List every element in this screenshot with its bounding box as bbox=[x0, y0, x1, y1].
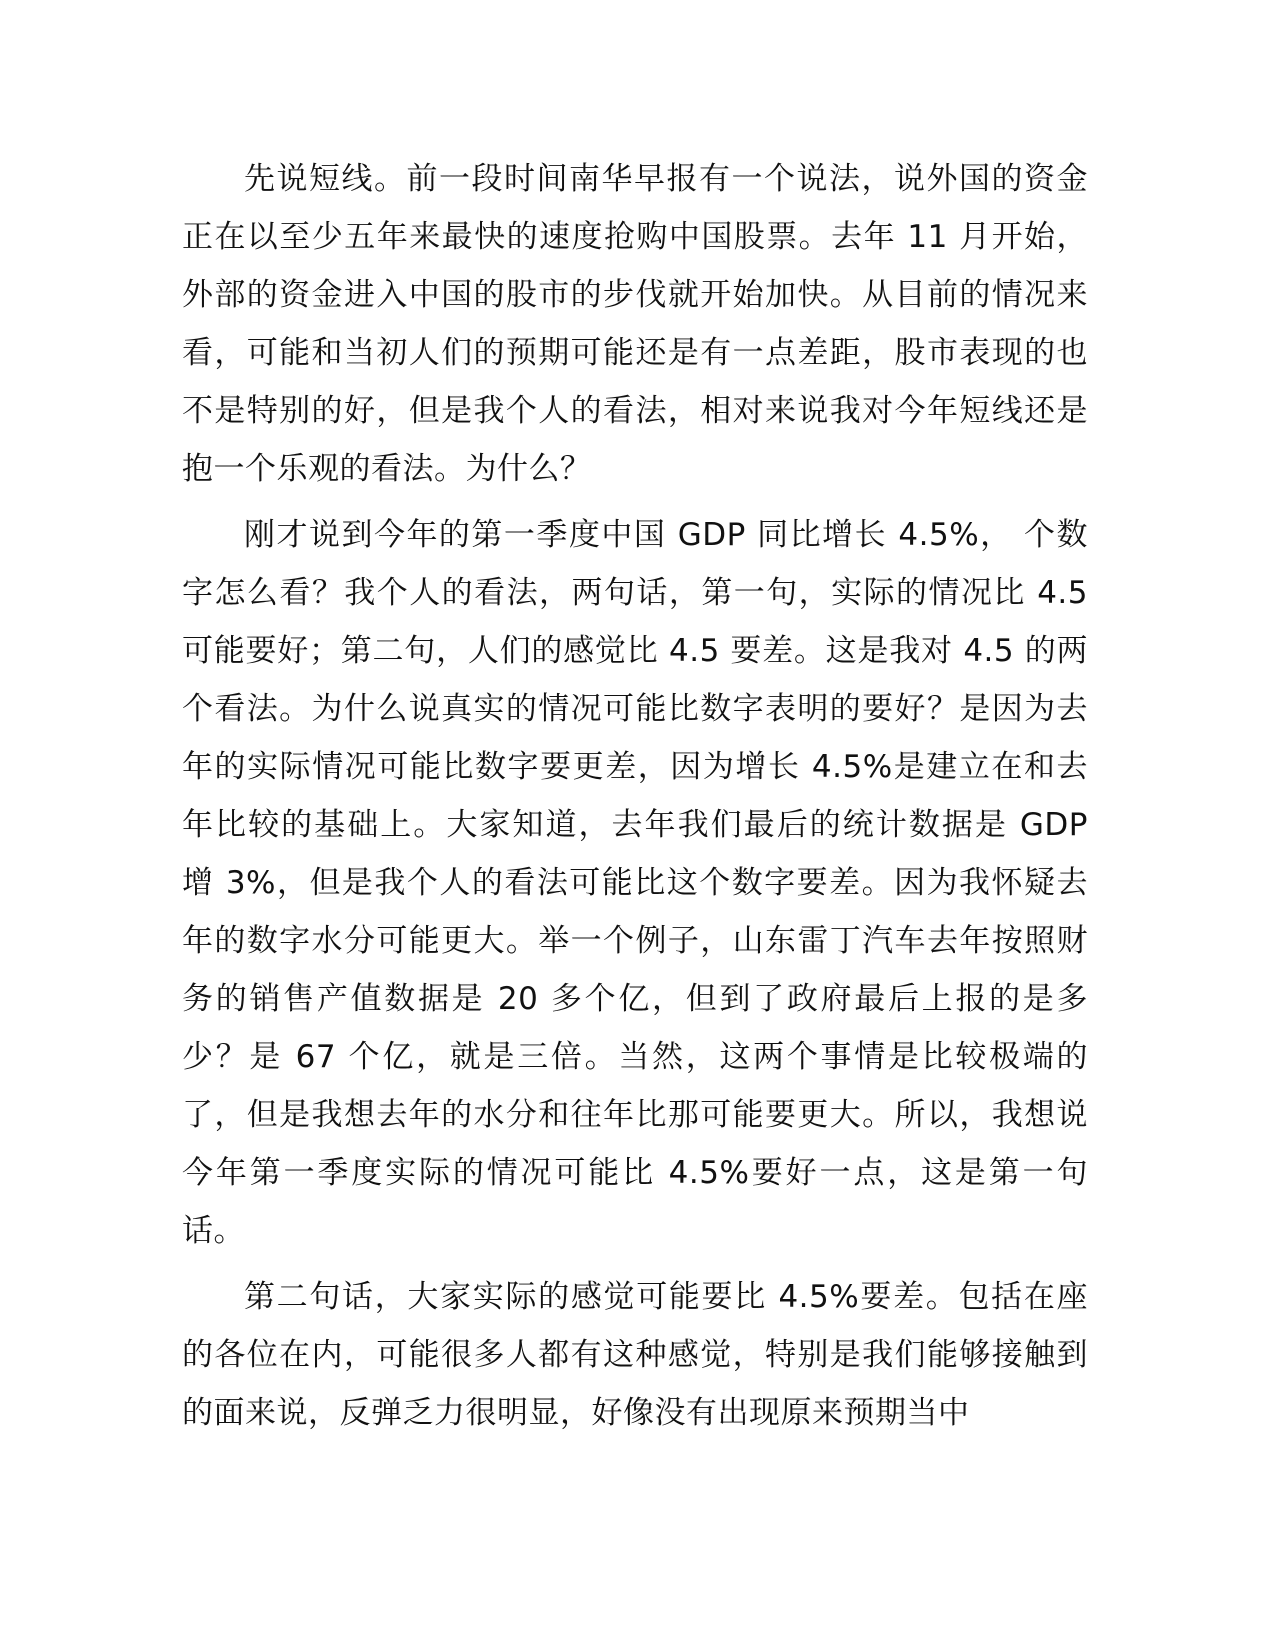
document-page bbox=[182, 150, 1088, 1442]
paragraph-short-term: 先说短线。前一段时间南华早报有一个说法，说外国的资金正在以至少五年来最快的速度抢购中国股票。去年 11 月开始，外部的资金进入中国的股市的步伐就开始加快。从目前的情况来看，可能和当初人们的预期可能还是有一点差距，股市表现的也不是特别的好，但是我个人的看法，相对来说我对今年短线还是抱一个乐观的看法。为什么？ bbox=[182, 161, 1088, 487]
paragraph-gdp-first-quarter: 刚才说到今年的第一季度中国 GDP 同比增长 4.5%， 个数字怎么看？我个人的看法，两句话，第一句，实际的情况比 4.5 可能要好；第二句，人们的感觉比 4.5 要差。这是我对 4.5 的两个看法。为什么说真实的情况可能比数字表明的要好？是因为去年的实际情况可能比数字要更差，因为增长 4.5%是建立在和去年比较的基础上。大家知道，去年我们最后的统计数据是 GDP 增 3%，但是我个人的看法可能比这个数字要差。因为我怀疑去年的数字水分可能更大。举一个例子，山东雷丁汽车去年按照财务的销售产值数据是 20 多个亿，但到了政府最后上报的是多少？是 67 个亿，就是三倍。当然，这两个事情是比较极端的了，但是我想去年的水分和往年比那可能要更大。所以，我想说今年第一季度实际的情况可能比 4.5%要好一点，这是第一句话。 bbox=[182, 517, 1088, 1249]
paragraph-second-point: 第二句话，大家实际的感觉可能要比 4.5%要差。包括在座的各位在内，可能很多人都有这种感觉，特别是我们能够接触到的面来说，反弹乏力很明显，好像没有出现原来预期当中 bbox=[182, 1279, 1088, 1431]
